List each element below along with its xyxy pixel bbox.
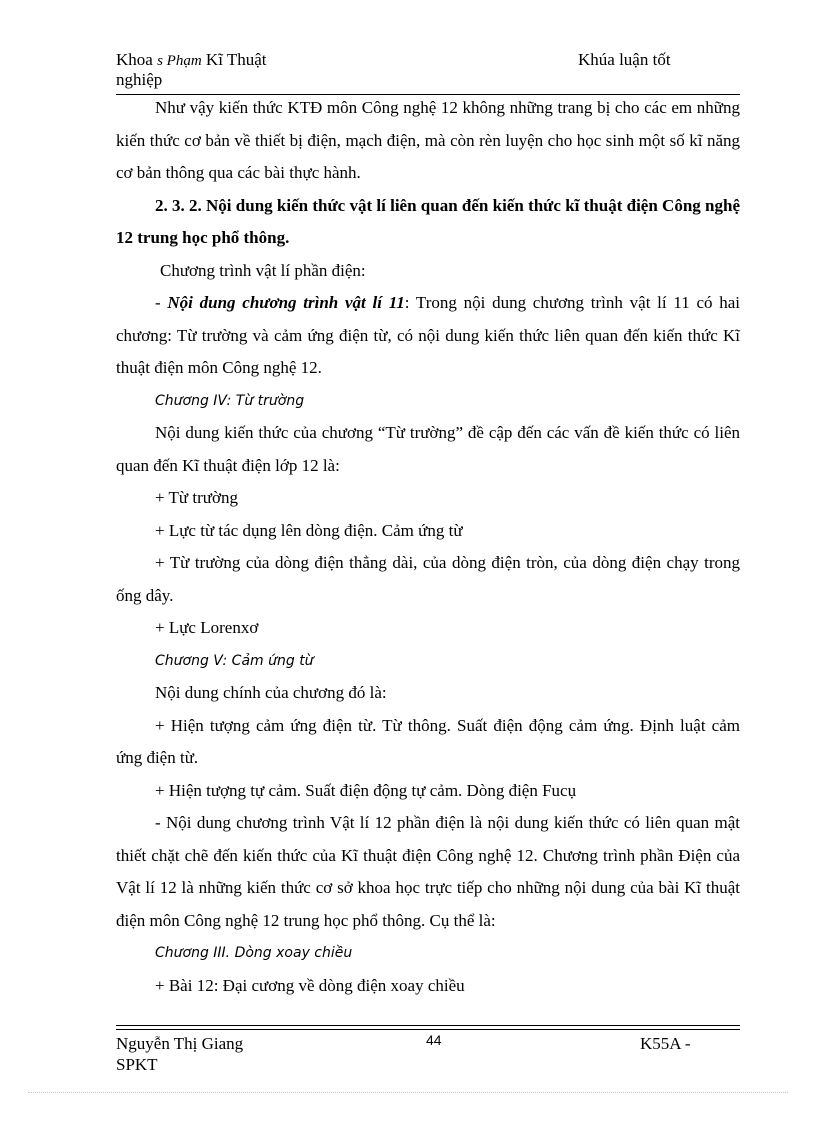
bullet-7: + Bài 12: Đại cương về dòng điện xoay chiều xyxy=(155,975,465,995)
paragraph-5: Nội dung chính của chương đó là: xyxy=(155,683,387,702)
paragraph-6: - Nội dung chương trình Vật lí 12 phần điện là nội dung kiến thức có liên quan mật thiết chặt chẽ đến kiến thức của Kĩ thuật điện Công nghệ 12. Chương trình phần Điện của Vật lí 12 là những kiến thức cơ sở khoa học trực tiếp cho những nội dung của bài Kĩ thuật điện môn Công nghệ 12 trung học phổ thông. Cụ thể là: xyxy=(116,813,740,930)
footer-author xyxy=(116,1034,244,1074)
paragraph-3-prefix: - xyxy=(155,293,168,312)
bullet-4: + Lực Lorenxơ xyxy=(155,618,259,637)
footer-author-line2: SPKT xyxy=(116,1055,158,1074)
bullet-1: + Từ trường xyxy=(155,488,238,507)
paragraph-4: Nội dung kiến thức của chương “Từ trường” đề cập đến các vấn đề kiến thức có liên quan đến Kĩ thuật điện lớp 12 là: xyxy=(116,423,740,475)
chapter-3-title: Chương III. Dòng xoay chiều xyxy=(155,945,353,961)
chapter-4-title: Chương IV: Từ trường xyxy=(155,392,305,409)
paragraph-3 xyxy=(116,287,740,385)
paragraph-2: Chương trình vật lí phần điện: xyxy=(160,260,366,280)
header-faculty-mid: s Phạm xyxy=(157,53,202,69)
header-faculty-b: Kĩ Thuật xyxy=(205,50,267,69)
bullet-2: + Lực từ tác dụng lên dòng điện. Cảm ứng từ xyxy=(155,520,463,540)
page-body xyxy=(116,92,740,1002)
paragraph-3-emphasis: Nội dung chương trình vật lí 11 xyxy=(167,293,405,312)
paragraph-3-rest: : Trong nội dung chương trình vật lí 11 có hai chương: Từ trường và cảm ứng điện từ, có nội dung kiến thức liên quan đến kiến thức Kĩ thuật điện môn Công nghệ 12. xyxy=(116,293,740,377)
header-left xyxy=(116,50,267,89)
paragraph-1: Như vậy kiến thức KTĐ môn Công nghệ 12 không những trang bị cho các em những kiến thức cơ bản về thiết bị điện, mạch điện, mà còn rèn luyện cho học sinh một số kĩ năng cơ bản thông qua các bài thực hành. xyxy=(116,98,740,182)
header-faculty-a: Khoa xyxy=(116,50,153,69)
chapter-5-title: Chương V: Cảm ứng từ xyxy=(155,652,314,669)
section-heading: 2. 3. 2. Nội dung kiến thức vật lí liên quan đến kiến thức kĩ thuật điện Công nghệ 12 trung học phổ thông. xyxy=(116,195,740,247)
page-number: 44 xyxy=(426,1032,442,1048)
page-bottom-dotted-line xyxy=(28,1092,788,1093)
header-line2: nghiệp xyxy=(116,70,163,89)
footer-rule-top xyxy=(116,1025,740,1026)
footer-author-name: Nguyễn Thị Giang xyxy=(116,1034,244,1053)
footer-class: K55A - xyxy=(640,1034,691,1053)
bullet-3: + Từ trường của dòng điện thẳng dài, của dòng điện tròn, của dòng điện chạy trong ống dây. xyxy=(116,553,740,605)
bullet-5: + Hiện tượng cảm ứng điện từ. Từ thông. Suất điện động cảm ứng. Định luật cảm ứng điện từ. xyxy=(116,715,740,767)
bullet-6: + Hiện tượng tự cảm. Suất điện động tự cảm. Dòng điện Fucụ xyxy=(155,780,577,800)
header-right: Khúa luận tốt xyxy=(578,50,671,69)
